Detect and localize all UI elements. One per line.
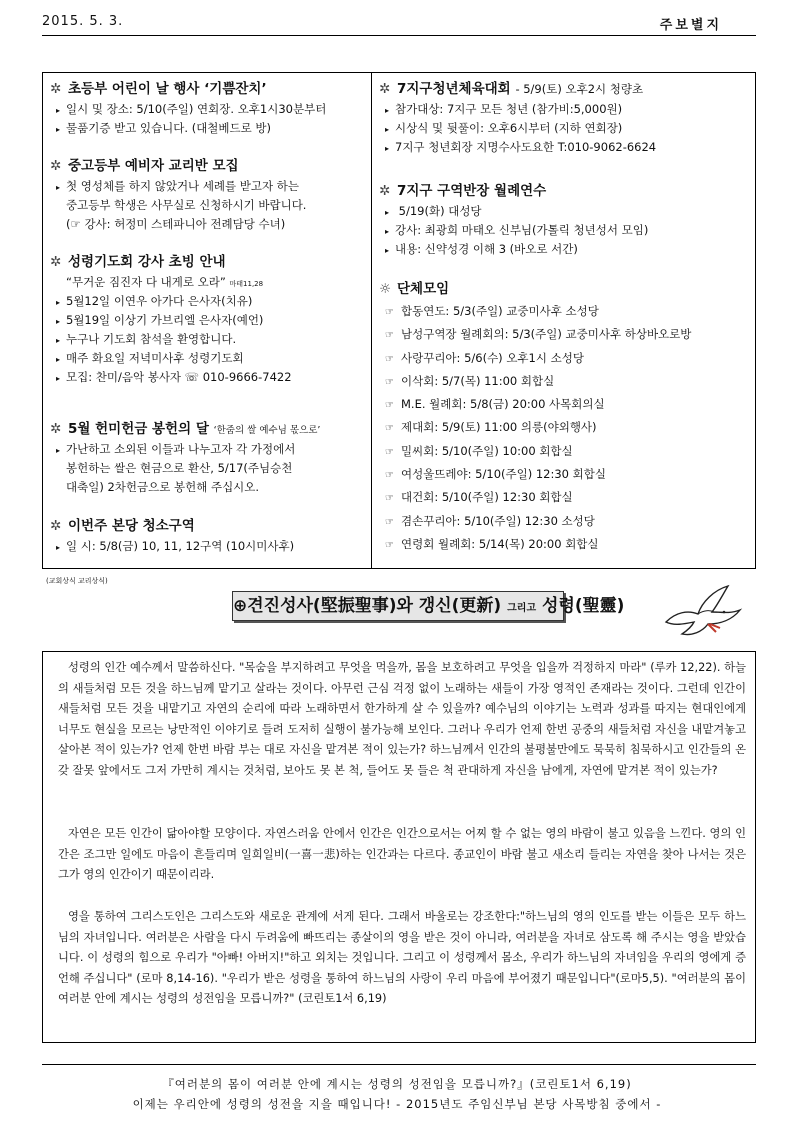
notice-line: ▸ 물품기증 받고 있습니다. (대철베드로 방) <box>56 121 271 135</box>
pointing-hand-icon: ☞ <box>385 330 394 342</box>
group-item: ☞ M.E. 월례회: 5/8(금) 20:00 사목회의실 <box>379 393 691 416</box>
group-item: ☞ 이삭회: 5/7(목) 11:00 회합실 <box>379 370 691 393</box>
section-title: 성령기도회 강사 초빙 안내 <box>68 254 226 270</box>
essay-category-tag: (교회상식 교리상식) <box>46 577 108 585</box>
bulletin-date: 2015. 5. 3. <box>42 14 124 29</box>
group-item: ☞ 남성구역장 월례회의: 5/3(주일) 교중미사후 하상바오로방 <box>379 323 691 346</box>
essay-body <box>58 824 746 886</box>
pointing-hand-icon: ☞ <box>385 423 394 435</box>
notice-children-day <box>50 78 326 138</box>
essay-banner-title: ⊕견진성사(堅振聖事)와 갱신(更新) 그리고 성령(聖靈) <box>232 591 564 621</box>
group-item: ☞ 사랑꾸리아: 5/6(수) 오후1시 소성당 <box>379 347 691 370</box>
notice-line: ▸ 7지구 청년회장 지명수사도요한 T:010-9062-6624 <box>385 140 657 154</box>
footer-divider <box>42 1064 756 1065</box>
snowflake-icon: ✲ <box>50 254 62 270</box>
notice-line: ▸ 참가대상: 7지구 모든 청년 (참가비:5,000원) <box>385 102 623 116</box>
notice-line: 봉헌하는 쌀은 현금으로 환산, 5/17(주님승천 <box>66 461 293 475</box>
pointing-hand-icon: ☞ <box>385 516 394 528</box>
notice-cleaning <box>50 515 294 556</box>
notice-line: ▸ 시상식 및 뒷풀이: 오후6시부터 (지하 연회장) <box>385 121 623 135</box>
group-item: ☞ 밀씨회: 5/10(주일) 10:00 회합실 <box>379 440 691 463</box>
snowflake-icon: ✲ <box>50 158 62 174</box>
bulletin-title: 주보별지 <box>659 18 722 33</box>
pointing-hand-icon: ☞ <box>385 376 394 388</box>
footer-motto: 이제는 우리안에 성령의 성전을 지을 때입니다! - 2015년도 주임신부님 본당 사목방침 중에서 - <box>132 1097 662 1111</box>
group-item: ☞ 대건회: 5/10(주일) 12:30 회합실 <box>379 486 691 509</box>
notice-rice-offering: ✲ 5월 헌미헌금 봉헌의 달 ‘한줌의 쌀 예수님 몫으로’ ▸ 가난하고 소외된 이들과 나누고자 각 가정에서 봉헌하는 쌀은 현금으로 환산, 5/17(주님승천 대축일) 2차헌금으로 봉헌해 주십시오. <box>50 418 320 497</box>
notice-line: ▸ 내용: 신약성경 이해 3 (바오로 서간) <box>385 242 578 256</box>
notice-catechumen <box>50 155 306 234</box>
header-divider <box>42 35 756 36</box>
pointing-hand-icon: ☞ <box>385 353 394 365</box>
essay-paragraph: 성령의 인간 예수께서 말씀하신다. "목숨을 부지하려고 무엇을 먹을까, 몸을 보호하려고 무엇을 입을까 걱정하지 마라" (루카 12,22). 하늘의 새들처럼 모든 것을 하느님께 맡기고 살라는 것이다. 아무런 근심 걱정 없이 노래하는 새들이 가장 영적인 존재라는 것이다. 그런데 인간이 새들처럼 모든 것을 내맡기고 자연의 순리에 따라 노래하면서 한가하게 살 수 있을까? 예수님의 이야기는 노력과 성과를 따지는 현대인에게 너무도 현실을 모르는 낭만적인 이야기로 들려 도저히 실행이 불가능해 보인다. 그러나 우리가 언제 한번 공중의 새들처럼 자신을 내맡겨놓고 살아본 적이 있는가? 언제 한번 바람 부는 대로 자신을 맡겨본 적이 있는가? 하느님께서 인간의 불평불만에도 묵묵히 침묵하시고 인간들의 온갖 잘못 앞에서도 그저 가만히 계시는 것처럼, 보아도 못 본 척, 들어도 못 들은 척 관대하게 자신을 남에게, 자연에 맡겨본 적이 있는가? <box>58 661 746 777</box>
section-title: 중고등부 예비자 교리반 모집 <box>68 158 239 174</box>
snowflake-icon: ✲ <box>50 421 62 437</box>
notice-line: ▸ 5월19일 이상기 가브리엘 은사자(예언) <box>56 313 264 327</box>
essay-paragraph: 자연은 모든 인간이 닮아야할 모양이다. 자연스러움 안에서 인간은 인간으로서는 어찌 할 수 없는 영의 바람이 불고 있음을 느낀다. 영의 인간은 조그만 일에도 마음이 흔들리며 일희일비(一喜一悲)하는 인간과는 다르다. 종교인이 바람 불고 새소리 들리는 자연을 찾아 나서는 것은 그가 영의 인간이기 때문이리라. <box>58 827 746 881</box>
group-item: ☞ 합동연도: 5/3(주일) 교중미사후 소성당 <box>379 300 691 323</box>
section-title: 5월 헌미헌금 봉헌의 달 <box>68 421 209 437</box>
footer-verse: 『여러분의 몸이 여러분 안에 계시는 성령의 성전임을 모릅니까?』(코린토1서 6,19) <box>162 1077 632 1091</box>
essay-body <box>58 907 746 1010</box>
pointing-hand-icon: ☞ <box>385 470 394 482</box>
snowflake-icon: ✲ <box>50 81 62 97</box>
section-title: 이번주 본당 청소구역 <box>68 518 195 534</box>
pointing-hand-icon: ☞ <box>385 539 394 551</box>
section-title: 7지구 구역반장 월례연수 <box>397 183 547 199</box>
group-item: ☞ 연령회 월례회: 5/14(목) 20:00 회합실 <box>379 533 691 556</box>
column-divider <box>371 72 372 569</box>
pointing-hand-icon: ☞ <box>385 493 394 505</box>
snowflake-icon: ✲ <box>379 183 391 199</box>
sun-icon: ☼ <box>379 281 392 297</box>
group-item: ☞ 여성울뜨레야: 5/10(주일) 12:30 회합실 <box>379 463 691 486</box>
notice-line: ▸ 일시 및 장소: 5/10(주일) 연회장. 오후1시30분부터 <box>56 102 327 116</box>
notice-leaders-retreat <box>379 180 648 259</box>
pointing-hand-icon: ☞ <box>385 307 394 318</box>
notice-line: 중고등부 학생은 사무실로 신청하시기 바랍니다. <box>66 198 307 212</box>
pointing-hand-icon: ☞ <box>385 400 394 412</box>
essay-paragraph: 영을 통하여 그리스도인은 그리스도와 새로운 관계에 서게 된다. 그래서 바울로는 강조한다:"하느님의 영의 인도를 받는 이들은 모두 하느님의 자녀입니다. 여러분은 사람을 다시 두려움에 빠뜨리는 종살이의 영을 받은 것이 아니라, 여러분을 자녀로 삼도록 해 주시는 영을 받았습니다. 이 성령의 힘으로 우리가 "아빠! 아버지!"하고 외치는 것입니다. 그리고 이 성령께서 몸소, 우리가 하느님의 자녀임을 우리의 영에게 증언해 주십니다" (로마 8,14-16). "우리가 받은 성령을 통하여 하느님의 사랑이 우리 마음에 부어졌기 때문입니다"(로마5,5). "여러분의 몸이 여러분 안에 계시는 성령의 성전임을 모릅니까?" (코린토1서 6,19) <box>58 910 746 1005</box>
notice-youth-sports: ✲ 7지구청년체육대회 - 5/9(토) 오후2시 청량초 ▸ 참가대상: 7지구 모든 청년 (참가비:5,000원) ▸ 시상식 및 뒷풀이: 오후6시부터 (지하 연회장) ▸ 7지구 청년회장 지명수사도요한 T:010-9062-6624 <box>379 78 656 157</box>
notice-line: ▸ 누구나 기도회 참석을 환영합니다. <box>56 332 237 346</box>
notice-line: 대축일) 2차헌금으로 봉헌해 주십시오. <box>66 480 260 494</box>
notice-line: ▸ 모집: 찬미/음악 봉사자 ☏ 010-9666-7422 <box>56 370 292 384</box>
notice-line: ▸ 강사: 최광희 마태오 신부님(가톨릭 청년성서 모임) <box>385 223 649 237</box>
dove-icon <box>662 582 744 644</box>
section-title: 단체모임 <box>397 281 450 297</box>
notice-line: ▸ 첫 영성체를 하지 않았거나 세례를 받고자 하는 <box>56 179 300 193</box>
pointing-hand-icon: ☞ <box>385 446 394 458</box>
snowflake-icon: ✲ <box>379 81 391 97</box>
section-title: 초등부 어린이 날 행사 ‘기쁨잔치’ <box>68 81 267 97</box>
notice-line: ▸ 5월12일 이연우 아가다 은사자(치유) <box>56 294 253 308</box>
notice-line: ▸ 매주 화요일 저녁미사후 성령기도회 <box>56 351 244 365</box>
notice-group-meetings <box>379 278 691 556</box>
essay-body <box>58 658 746 781</box>
notice-line: ▸ 5/19(화) 대성당 <box>385 204 482 218</box>
notice-prayer-meeting <box>50 251 292 387</box>
notice-line: (☞ 강사: 허정미 스테파니아 전례담당 수녀) <box>66 217 286 231</box>
group-item: ☞ 겸손꾸리아: 5/10(주일) 12:30 소성당 <box>379 510 691 533</box>
verse-line: “무거운 짐진자 다 내게로 오라” 마태11,28 <box>66 275 264 289</box>
group-item: ☞ 제대회: 5/9(토) 11:00 의릉(야외행사) <box>379 416 691 439</box>
notice-line: ▸ 일 시: 5/8(금) 10, 11, 12구역 (10시미사후) <box>56 539 295 553</box>
section-title: 7지구청년체육대회 <box>397 81 511 97</box>
notice-line: ▸ 가난하고 소외된 이들과 나누고자 각 가정에서 <box>56 442 296 456</box>
snowflake-icon: ✲ <box>50 518 62 534</box>
